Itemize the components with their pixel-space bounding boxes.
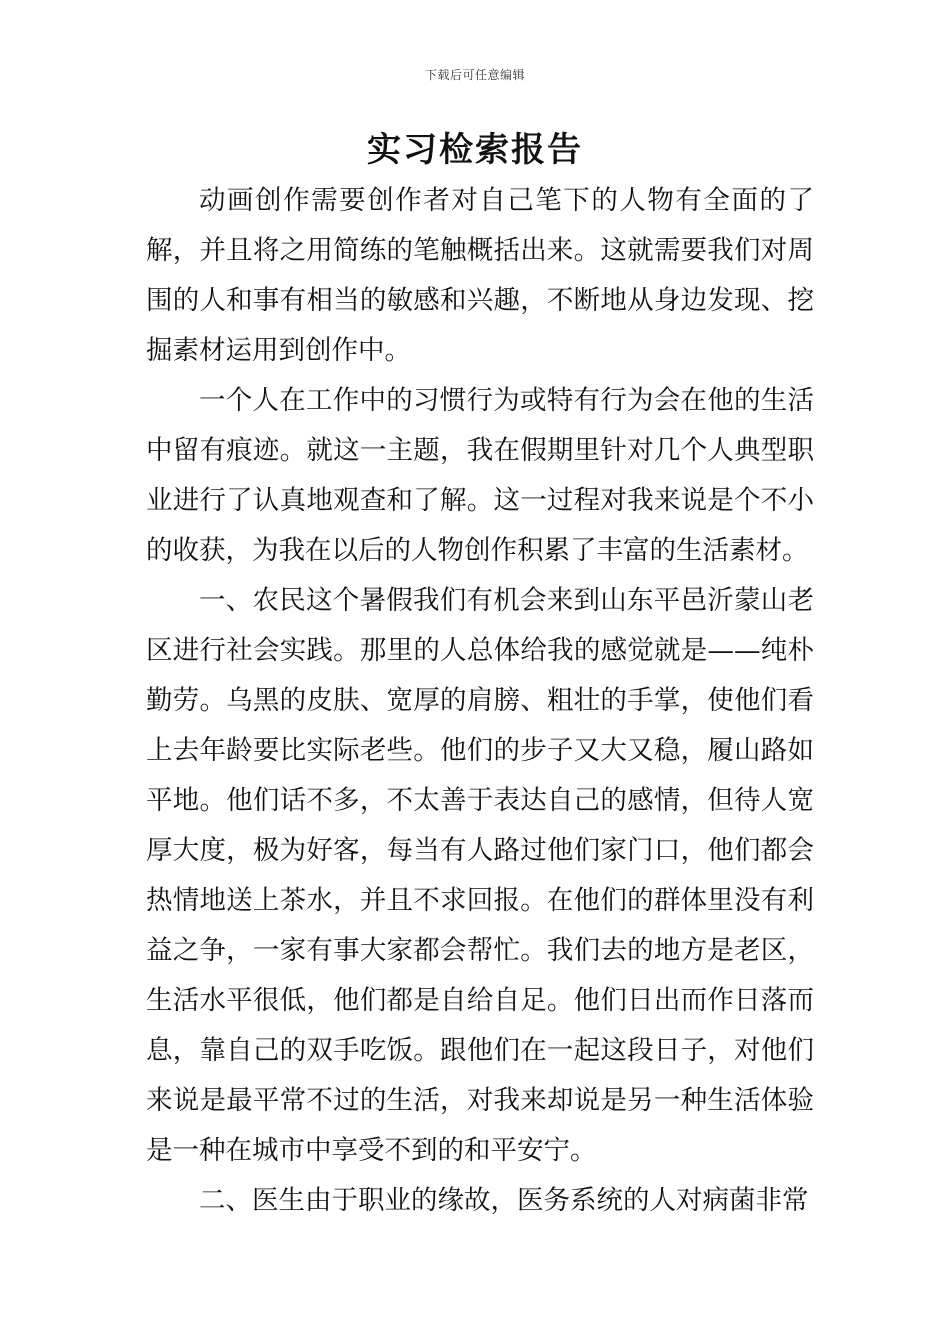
paragraph-doctor: 二、医生由于职业的缘故，医务系统的人对病菌非常	[199, 1185, 809, 1216]
header-note: 下载后可任意编辑	[424, 68, 525, 82]
document-body	[146, 176, 814, 1226]
paragraph-farmer: 一、农民这个暑假我们有机会来到山东平邑沂蒙山老区进行社会实践。那里的人总体给我的感觉就是——纯朴勤劳。乌黑的皮肤、宽厚的肩膀、粗壮的手掌，使他们看上去年龄要比实际老些。他们的步子又大又稳，履山路如平地。他们话不多，不太善于表达自己的感情，但待人宽厚大度，极为好客，每当有人路过他们家门口，他们都会热情地送上茶水，并且不求回报。在他们的群体里没有利益之争，一家有事大家都会帮忙。我们去的地方是老区，生活水平很低，他们都是自给自足。他们日出而作日落而息，靠自己的双手吃饭。跟他们在一起这段日子，对他们来说是最平常不过的生活，对我来却说是另一种生活体验是一种在城市中享受不到的和平安宁。	[146, 585, 814, 1166]
paragraph-habits: 一个人在工作中的习惯行为或特有行为会在他的生活中留有痕迹。就这一主题，我在假期里针对几个人典型职业进行了认真地观查和了解。这一过程对我来说是个不小的收获，为我在以后的人物创作积累了丰富的生活素材。	[146, 385, 814, 566]
paragraph-intro: 动画创作需要创作者对自己笔下的人物有全面的了解，并且将之用简练的笔触概括出来。这就需要我们对周围的人和事有相当的敏感和兴趣，不断地从身边发现、挖掘素材运用到创作中。	[146, 185, 814, 366]
document-title: 实习检索报告	[367, 130, 583, 170]
